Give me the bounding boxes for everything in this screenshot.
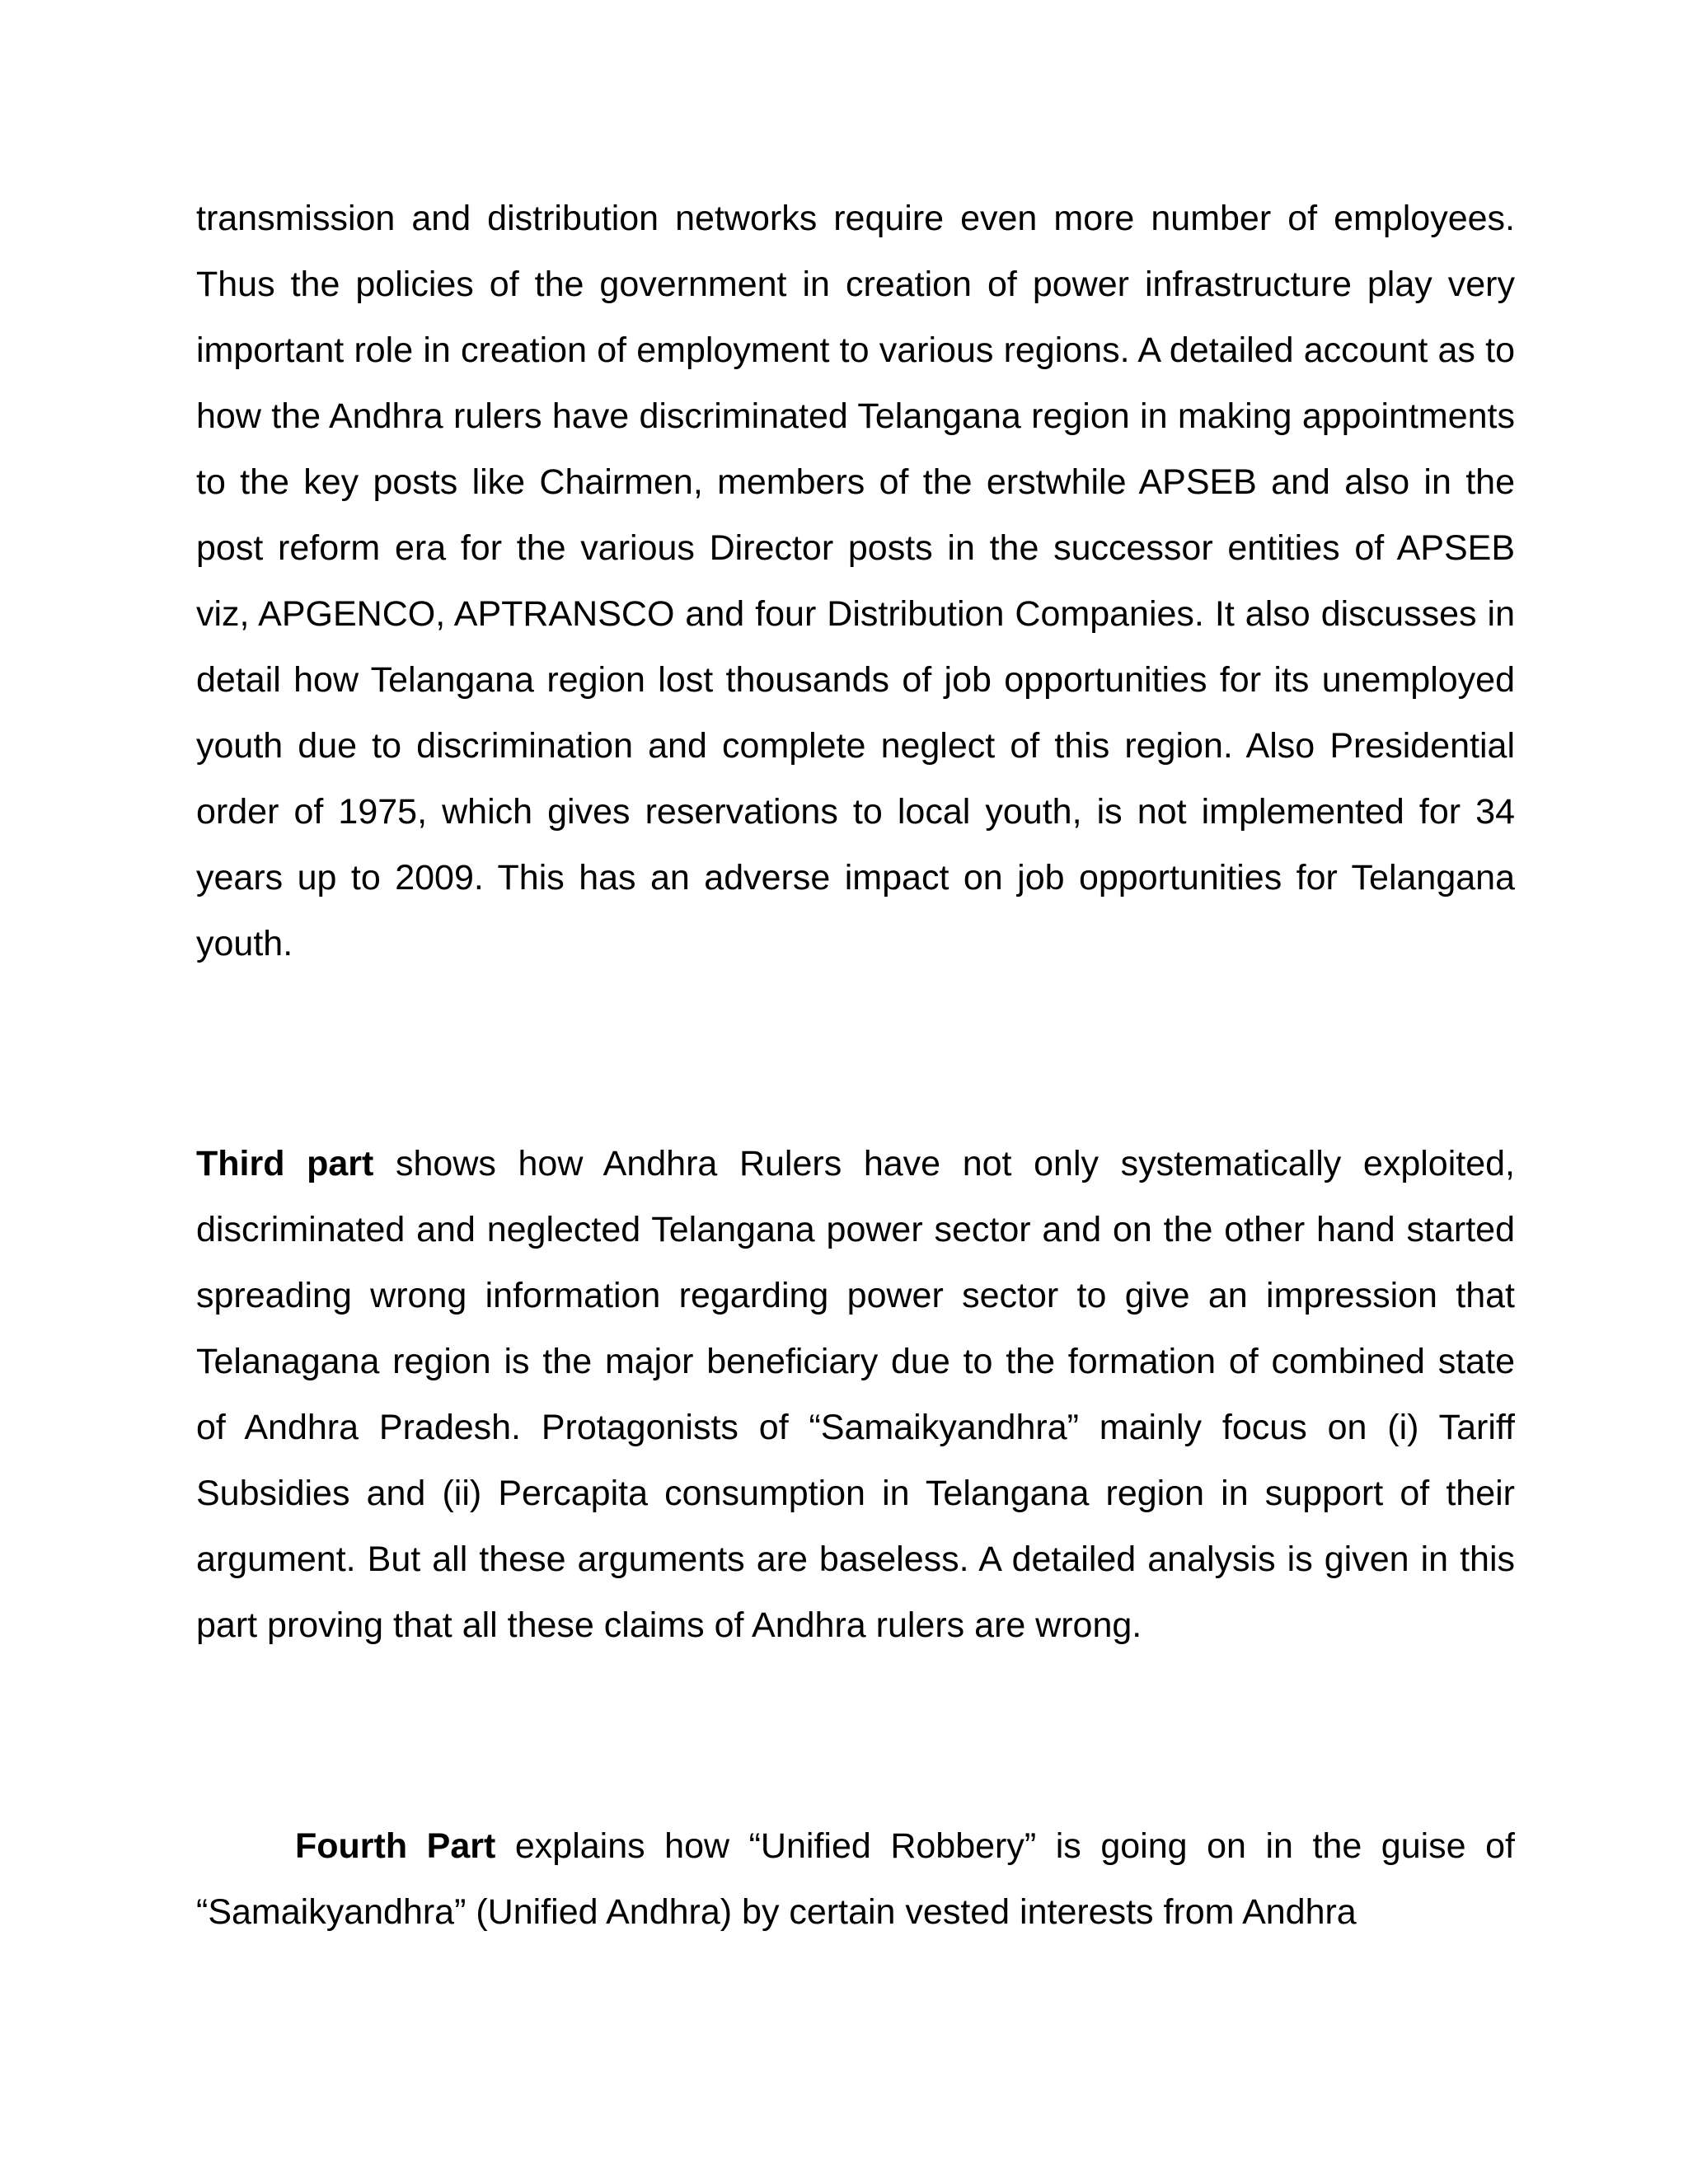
paragraph-fourth-part [196,1813,1515,1945]
paragraph-lead: Fourth Part [295,1826,496,1866]
paragraph-third-part [196,1131,1515,1658]
paragraph-text: explains how “Unified Robbery” is going on in the guise of “Samaikyandhra” (Unified Andhra) by certain vested interests from Andhra [196,1826,1516,1932]
paragraph-lead: Third part [196,1144,374,1183]
paragraph-text: shows how Andhra Rulers have not only systematically exploited, discriminated and neglected Telangana power sector and on the other hand started spreading wrong information regarding power sector to give an impression that Telanagana region is the major beneficiary due to the formation of combined state of Andhra Pradesh. Protagonists of “Samaikyandhra” mainly focus on (i) Tariff Subsidies and (ii) Percapita consumption in Telangana region in support of their argument. But all these arguments are baseless. A detailed analysis is given in this part proving that all these claims of Andhra rulers are wrong. [196,1144,1515,1645]
paragraph-text: transmission and distribution networks require even more number of employees. Thus the policies of the government in creation of power infrastructure play very important role in creation of employment to various regions. A detailed account as to how the Andhra rulers have discriminated Telangana region in making appointments to the key posts like Chairmen, members of the erstwhile APSEB and also in the post reform era for the various Director posts in the successor entities of APSEB viz, APGENCO, APTRANSCO and four Distribution Companies. It also discusses in detail how Telangana region lost thousands of job opportunities for its unemployed youth due to discrimination and complete neglect of this region. Also Presidential order of 1975, which gives reservations to local youth, is not implemented for 34 years up to 2009. This has an adverse impact on job opportunities for Telangana youth. [196,199,1515,963]
paragraph-employment [196,185,1515,977]
